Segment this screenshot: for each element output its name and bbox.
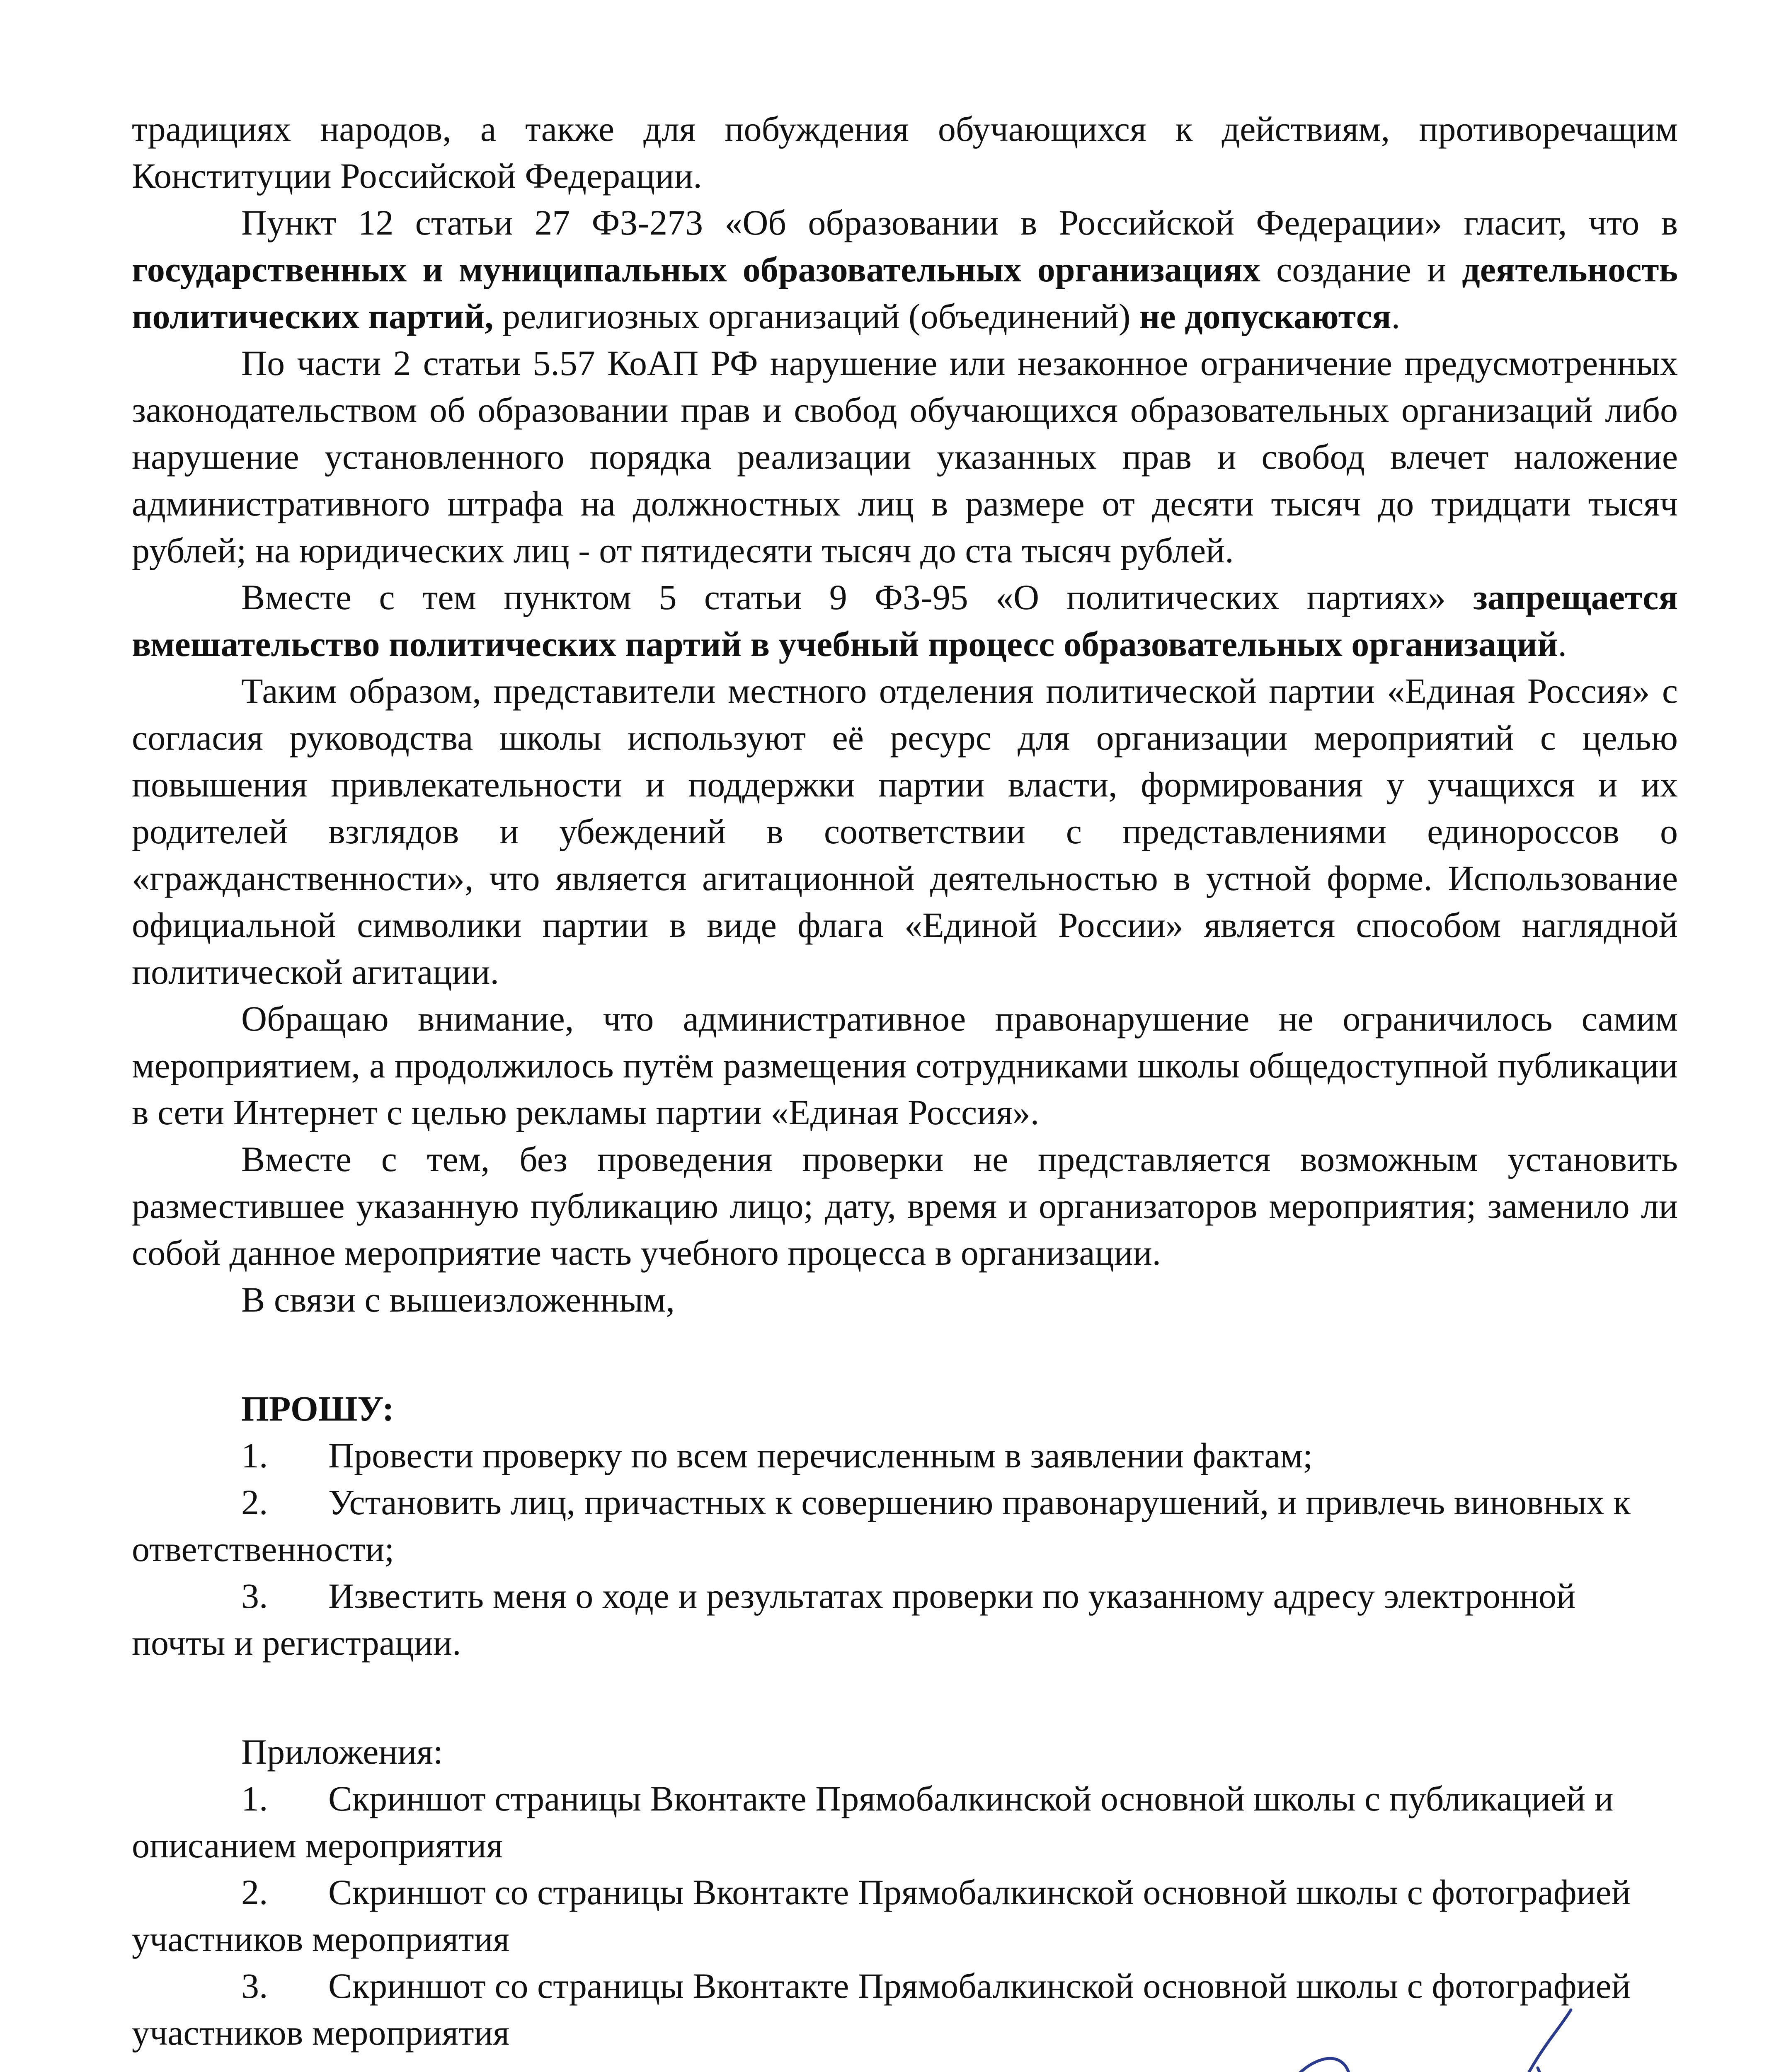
request-text: Провести проверку по всем перечисленным в заявлении фактам; — [328, 1435, 1313, 1475]
attachment-number: 2. — [241, 1872, 268, 1912]
paragraph-2-part-c: создание и — [1260, 249, 1462, 289]
attachments-heading: Приложения: — [241, 1732, 443, 1772]
paragraph-1-text: традициях народов, а также для побуждения обучающихся к действиям, противоречащим Конституции Российской Федерации. — [132, 109, 1678, 196]
attachment-item-2 — [132, 1869, 1678, 1963]
paragraph-1 — [132, 106, 1678, 199]
handwritten-signature — [1173, 1997, 1679, 2072]
paragraph-7 — [132, 1136, 1678, 1276]
spacer — [132, 1323, 1678, 1385]
paragraph-2-bold-d: деятельность политических партий, — [132, 249, 1678, 336]
paragraph-6-text: Обращаю внимание, что административное правонарушение не ограничилось самим мероприятием, а продолжилось путём размещения сотрудниками школы общедоступной публикации в сети Интернет с целью рекламы партии «Единая Россия». — [132, 999, 1678, 1132]
paragraph-4-part-c: . — [1558, 624, 1567, 664]
paragraph-2-bold-b: государственных и муниципальных образовательных организациях — [132, 249, 1260, 289]
attachment-item-1 — [132, 1775, 1678, 1869]
request-item-1 — [132, 1432, 1678, 1479]
request-number: 1. — [241, 1435, 268, 1475]
signature-stroke — [1513, 2010, 1571, 2072]
request-number: 3. — [241, 1576, 268, 1616]
attachment-number: 1. — [241, 1779, 268, 1818]
paragraph-2-part-e: религиозных организаций (объединений) — [493, 296, 1139, 336]
request-number: 2. — [241, 1482, 268, 1522]
paragraph-7-text: Вместе с тем, без проведения проверки не представляется возможным установить разместившее указанную публикацию лицо; дату, время и организаторов мероприятия; заменило ли собой данное мероприятие часть учебного процесса в организации. — [132, 1139, 1678, 1273]
attachment-text: Скриншот со страницы Вконтакте Прямобалкинской основной школы с фотографией участников мероприятия — [132, 1966, 1631, 2053]
request-item-2 — [132, 1479, 1678, 1573]
paragraph-2 — [132, 199, 1678, 340]
signature-stroke — [1280, 2058, 1350, 2072]
paragraph-5 — [132, 668, 1678, 995]
paragraph-5-text: Таким образом, представители местного отделения политической партии «Единая Россия» с согласия руководства школы используют её ресурс для организации мероприятий с целью повышения привлекательности и поддержки партии власти, формирования у учащихся и их родителей взглядов и убеждений в соответствии с представлениями единороссов о «гражданственности», что является агитационной деятельностью в устной форме. Использование официальной символики партии в виде флага «Единой России» является способом наглядной политической агитации. — [132, 671, 1678, 992]
paragraph-2-bold-f: не допускаются — [1139, 296, 1391, 336]
paragraph-3 — [132, 340, 1678, 574]
paragraph-4-part-a: Вместе с тем пунктом 5 статьи 9 ФЗ-95 «О политических партиях» — [241, 577, 1474, 617]
attachment-text: Скриншот страницы Вконтакте Прямобалкинской основной школы с публикацией и описанием мероприятия — [132, 1779, 1614, 1865]
request-heading: ПРОШУ: — [241, 1389, 394, 1428]
paragraph-4 — [132, 574, 1678, 668]
paragraph-2-part-a: Пункт 12 статьи 27 ФЗ-273 «Об образовании в Российской Федерации» гласит, что в — [241, 203, 1678, 242]
request-text: Известить меня о ходе и результатах проверки по указанному адресу электронной почты и регистрации. — [132, 1576, 1576, 1663]
paragraph-6 — [132, 995, 1678, 1136]
request-item-3 — [132, 1573, 1678, 1666]
paragraph-3-text: По части 2 статьи 5.57 КоАП РФ нарушение или незаконное ограничение предусмотренных законодательством об образовании прав и свобод обучающихся образовательных организаций либо нарушение установленного порядка реализации указанных прав и свобод влечет наложение административного штрафа на должностных лиц в размере от десяти тысяч до тридцати тысяч рублей; на юридических лиц - от пятидесяти тысяч до ста тысяч рублей. — [132, 343, 1678, 570]
paragraph-2-part-g: . — [1391, 296, 1401, 336]
paragraph-8-text: В связи с вышеизложенным, — [241, 1280, 675, 1319]
attachment-number: 3. — [241, 1966, 268, 2006]
paragraph-8 — [132, 1276, 1678, 1323]
document-body — [132, 106, 1678, 2056]
attachment-text: Скриншот со страницы Вконтакте Прямобалкинской основной школы с фотографией участников мероприятия — [132, 1872, 1631, 1959]
paragraph-4-bold-b: запрещается вмешательство политических партий в учебный процесс образовательных организаций — [132, 577, 1678, 664]
request-text: Установить лиц, причастных к совершению правонарушений, и привлечь виновных к ответственности; — [132, 1482, 1631, 1569]
spacer — [132, 1666, 1678, 1728]
